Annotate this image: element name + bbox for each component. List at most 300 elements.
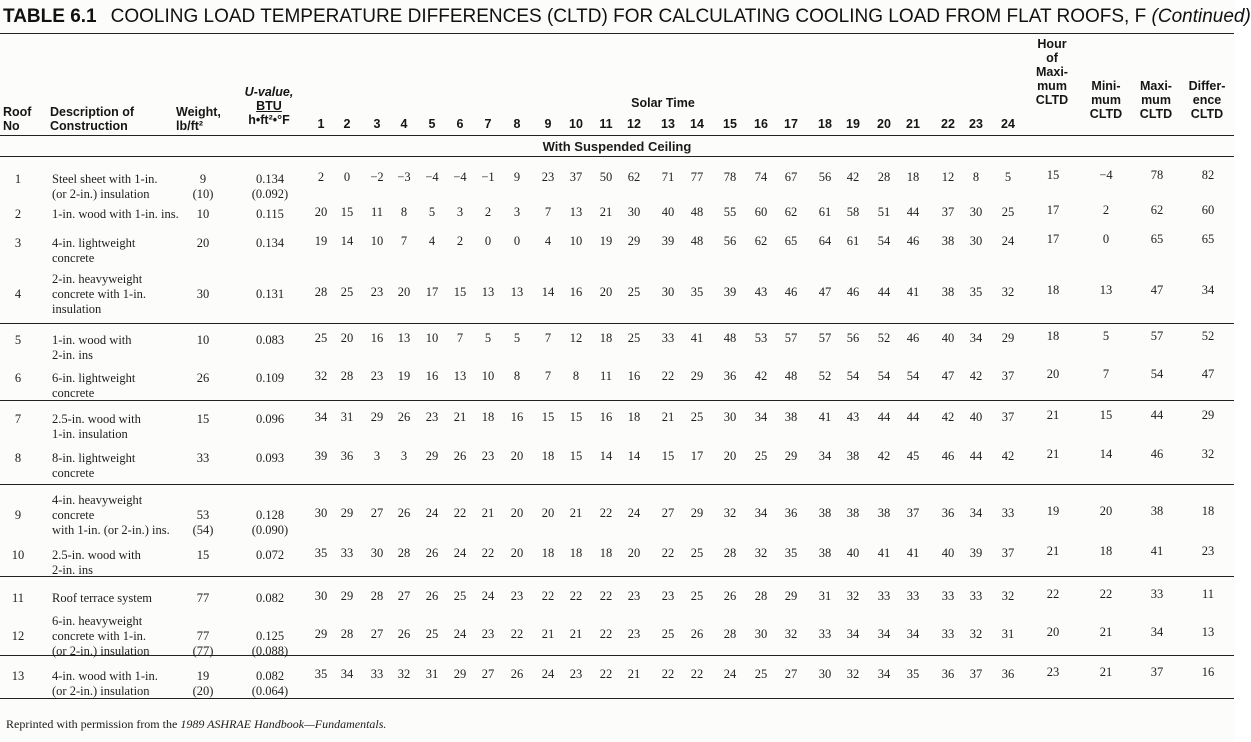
cltd-hour-value: 29: [784, 449, 798, 463]
cltd-hour-value: 8: [513, 369, 521, 383]
cltd-hour-value: 13: [569, 205, 583, 219]
cltd-hour-value: 37: [1001, 410, 1015, 424]
construction-description: 6-in. heavyweight: [52, 614, 143, 628]
cltd-hour-value: 25: [453, 589, 467, 603]
cltd-hour-value: 27: [661, 506, 675, 520]
cltd-hour-value: 39: [314, 449, 328, 463]
roof-number: 7: [14, 412, 22, 426]
weight-value: 26: [196, 371, 210, 385]
weight-value: 33: [196, 451, 210, 465]
cltd-hour-value: 45: [906, 449, 920, 463]
cltd-hour-value: 28: [314, 285, 328, 299]
cltd-hour-value: 57: [784, 331, 798, 345]
cltd-hour-value: 0: [343, 170, 351, 184]
hour-header: 14: [690, 117, 704, 131]
cltd-hour-value: 3: [456, 205, 464, 219]
cltd-hour-value: 23: [370, 285, 384, 299]
cltd-hour-value: 47: [941, 369, 955, 383]
diff-cltd-value: 65: [1201, 232, 1215, 246]
cltd-hour-value: 28: [340, 369, 354, 383]
roof-number: 5: [14, 333, 22, 347]
cltd-hour-value: 23: [481, 449, 495, 463]
cltd-hour-value: 34: [846, 627, 860, 641]
cltd-hour-value: 30: [627, 205, 641, 219]
min-cltd-value: 7: [1102, 367, 1110, 381]
min-cltd-value: −4: [1099, 168, 1113, 182]
construction-description: concrete: [52, 251, 95, 265]
cltd-hour-value: 43: [846, 410, 860, 424]
construction-description: concrete with 1-in.: [52, 629, 147, 643]
cltd-hour-value: 18: [481, 410, 495, 424]
cltd-hour-value: 24: [627, 506, 641, 520]
hour-header: 19: [846, 117, 860, 131]
cltd-hour-value: 10: [370, 234, 384, 248]
cltd-hour-value: 13: [453, 369, 467, 383]
cltd-hour-value: 35: [784, 546, 798, 560]
hour-header: 8: [513, 117, 521, 131]
cltd-hour-value: 18: [541, 546, 555, 560]
cltd-hour-value: 44: [877, 285, 891, 299]
cltd-hour-value: 78: [723, 170, 737, 184]
cltd-hour-value: 52: [818, 369, 832, 383]
cltd-hour-value: 27: [370, 627, 384, 641]
cltd-hour-value: 20: [541, 506, 555, 520]
cltd-hour-value: 17: [690, 449, 704, 463]
cltd-hour-value: 5: [513, 331, 521, 345]
cltd-hour-value: 2: [317, 170, 325, 184]
cltd-hour-value: 29: [314, 627, 328, 641]
cltd-hour-value: 16: [599, 410, 613, 424]
cltd-hour-value: 31: [818, 589, 832, 603]
cltd-hour-value: 25: [314, 331, 328, 345]
cltd-hour-value: −1: [481, 170, 495, 184]
min-cltd-value: 5: [1102, 329, 1110, 343]
construction-description: 2-in. ins: [52, 563, 93, 577]
cltd-hour-value: 18: [541, 449, 555, 463]
cltd-hour-value: 14: [340, 234, 354, 248]
construction-description: (or 2-in.) insulation: [52, 684, 150, 698]
cltd-hour-value: 36: [340, 449, 354, 463]
group-rule: [0, 323, 1234, 324]
cltd-hour-value: 25: [690, 589, 704, 603]
cltd-hour-value: 64: [818, 234, 832, 248]
cltd-hour-value: 15: [661, 449, 675, 463]
cltd-hour-value: 12: [569, 331, 583, 345]
cltd-hour-value: 54: [846, 369, 860, 383]
cltd-hour-value: 22: [481, 546, 495, 560]
cltd-hour-value: 29: [690, 506, 704, 520]
cltd-hour-value: 22: [599, 627, 613, 641]
cltd-hour-value: 44: [906, 205, 920, 219]
cltd-hour-value: 22: [599, 589, 613, 603]
hour-header: 11: [599, 117, 613, 131]
cltd-hour-value: 40: [941, 331, 955, 345]
cltd-hour-value: 20: [397, 285, 411, 299]
hour-header: 7: [484, 117, 492, 131]
hour-header: 6: [456, 117, 464, 131]
cltd-hour-value: 41: [906, 546, 920, 560]
cltd-hour-value: 26: [425, 589, 439, 603]
cltd-hour-value: 36: [941, 506, 955, 520]
cltd-hour-value: 65: [784, 234, 798, 248]
hour-of-max-value: 19: [1046, 504, 1060, 518]
cltd-hour-value: 20: [510, 506, 524, 520]
max-cltd-value: 54: [1150, 367, 1164, 381]
construction-description: Steel sheet with 1-in.: [52, 172, 158, 186]
header-description: Description of Construction: [50, 105, 135, 133]
cltd-hour-value: 37: [569, 170, 583, 184]
min-cltd-value: 2: [1102, 203, 1110, 217]
cltd-hour-value: 30: [754, 627, 768, 641]
cltd-hour-value: 35: [314, 546, 328, 560]
cltd-hour-value: 8: [400, 205, 408, 219]
min-cltd-value: 21: [1099, 665, 1113, 679]
hour-header: 23: [969, 117, 983, 131]
roof-number: 9: [14, 508, 22, 522]
cltd-hour-value: 18: [627, 410, 641, 424]
cltd-hour-value: 18: [599, 331, 613, 345]
cltd-hour-value: 32: [969, 627, 983, 641]
diff-cltd-value: 32: [1201, 447, 1215, 461]
cltd-hour-value: 23: [627, 589, 641, 603]
u-value: 0.096: [255, 412, 285, 426]
cltd-hour-value: 28: [370, 589, 384, 603]
cltd-hour-value: 11: [370, 205, 384, 219]
max-cltd-value: 44: [1150, 408, 1164, 422]
cltd-hour-value: 37: [969, 667, 983, 681]
cltd-hour-value: 20: [627, 546, 641, 560]
cltd-hour-value: 46: [906, 234, 920, 248]
cltd-hour-value: 23: [510, 589, 524, 603]
cltd-hour-value: 8: [972, 170, 980, 184]
cltd-hour-value: 34: [754, 410, 768, 424]
weight-value: 77: [196, 629, 210, 643]
cltd-hour-value: 36: [941, 667, 955, 681]
cltd-hour-value: 46: [906, 331, 920, 345]
cltd-hour-value: 39: [723, 285, 737, 299]
construction-description: 2-in. heavyweight: [52, 272, 143, 286]
u-value: 0.134: [255, 236, 285, 250]
hour-header: 5: [428, 117, 436, 131]
cltd-hour-value: 14: [627, 449, 641, 463]
hour-header: 24: [1001, 117, 1015, 131]
cltd-hour-value: 14: [599, 449, 613, 463]
roof-number: 11: [11, 591, 25, 605]
header-max-cltd: Maxi- mum CLTD: [1139, 79, 1173, 121]
cltd-hour-value: 32: [1001, 285, 1015, 299]
max-cltd-value: 46: [1150, 447, 1164, 461]
cltd-hour-value: 30: [661, 285, 675, 299]
cltd-hour-value: 22: [510, 627, 524, 641]
cltd-hour-value: 30: [969, 234, 983, 248]
cltd-hour-value: 26: [397, 627, 411, 641]
construction-description: concrete with 1-in.: [52, 287, 147, 301]
cltd-hour-value: 30: [818, 667, 832, 681]
cltd-hour-value: 29: [784, 589, 798, 603]
max-cltd-value: 47: [1150, 283, 1164, 297]
section-rule: [0, 156, 1234, 157]
cltd-hour-value: 22: [453, 506, 467, 520]
cltd-hour-value: 28: [340, 627, 354, 641]
hour-of-max-value: 21: [1046, 447, 1060, 461]
cltd-hour-value: 33: [941, 589, 955, 603]
hour-header: 2: [343, 117, 351, 131]
hour-of-max-value: 21: [1046, 544, 1060, 558]
cltd-hour-value: 24: [453, 546, 467, 560]
max-cltd-value: 37: [1150, 665, 1164, 679]
cltd-hour-value: 25: [425, 627, 439, 641]
cltd-hour-value: 29: [1001, 331, 1015, 345]
cltd-hour-value: 20: [510, 546, 524, 560]
diff-cltd-value: 23: [1201, 544, 1215, 558]
cltd-hour-value: 34: [877, 627, 891, 641]
cltd-hour-value: 24: [723, 667, 737, 681]
cltd-hour-value: 41: [690, 331, 704, 345]
cltd-hour-value: 39: [661, 234, 675, 248]
weight-value: 20: [196, 236, 210, 250]
header-min-cltd: Mini- mum CLTD: [1089, 79, 1123, 121]
u-value: 0.072: [255, 548, 285, 562]
cltd-hour-value: 16: [569, 285, 583, 299]
cltd-hour-value: 25: [627, 285, 641, 299]
roof-number: 12: [11, 629, 25, 643]
cltd-hour-value: 46: [784, 285, 798, 299]
min-cltd-value: 0: [1102, 232, 1110, 246]
cltd-hour-value: 41: [906, 285, 920, 299]
cltd-hour-value: 5: [1004, 170, 1012, 184]
construction-description: 4-in. heavyweight: [52, 493, 143, 507]
cltd-hour-value: 18: [906, 170, 920, 184]
cltd-hour-value: 43: [754, 285, 768, 299]
cltd-hour-value: 40: [969, 410, 983, 424]
u-value: 0.128: [255, 508, 285, 522]
cltd-hour-value: 10: [425, 331, 439, 345]
cltd-hour-value: 23: [370, 369, 384, 383]
cltd-hour-value: 20: [510, 449, 524, 463]
cltd-hour-value: 62: [784, 205, 798, 219]
weight-value: 10: [196, 207, 210, 221]
cltd-hour-value: 23: [627, 627, 641, 641]
cltd-hour-value: 38: [784, 410, 798, 424]
cltd-hour-value: 25: [627, 331, 641, 345]
cltd-hour-value: 42: [846, 170, 860, 184]
cltd-hour-value: 15: [569, 449, 583, 463]
cltd-hour-value: 42: [1001, 449, 1015, 463]
diff-cltd-value: 47: [1201, 367, 1215, 381]
cltd-hour-value: 30: [969, 205, 983, 219]
roof-number: 1: [14, 172, 22, 186]
weight-value: 30: [196, 287, 210, 301]
cltd-hour-value: 32: [397, 667, 411, 681]
group-rule: [0, 484, 1234, 485]
cltd-hour-value: 8: [572, 369, 580, 383]
cltd-hour-value: 35: [969, 285, 983, 299]
table-label: TABLE 6.1: [3, 6, 97, 27]
cltd-hour-value: 48: [723, 331, 737, 345]
weight-value: 10: [196, 333, 210, 347]
cltd-hour-value: 56: [723, 234, 737, 248]
cltd-hour-value: 26: [425, 546, 439, 560]
weight-value: 9: [199, 172, 207, 186]
hour-of-max-value: 15: [1046, 168, 1060, 182]
header-weight: Weight, lb/ft²: [176, 105, 221, 133]
hour-header: 3: [373, 117, 381, 131]
hour-header: 20: [877, 117, 891, 131]
u-value: 0.115: [256, 207, 284, 221]
construction-description: 4-in. lightweight: [52, 236, 136, 250]
cltd-hour-value: 21: [569, 506, 583, 520]
cltd-hour-value: −3: [397, 170, 411, 184]
hour-header: 9: [544, 117, 552, 131]
cltd-hour-value: 32: [784, 627, 798, 641]
construction-description: 2.5-in. wood with: [52, 548, 141, 562]
cltd-hour-value: 17: [425, 285, 439, 299]
cltd-hour-value: 21: [481, 506, 495, 520]
cltd-hour-value: 33: [818, 627, 832, 641]
cltd-hour-value: 37: [941, 205, 955, 219]
cltd-hour-value: 32: [846, 589, 860, 603]
hour-of-max-value: 23: [1046, 665, 1060, 679]
u-value: (0.064): [251, 684, 289, 698]
min-cltd-value: 20: [1099, 504, 1113, 518]
cltd-hour-value: 26: [397, 506, 411, 520]
hour-of-max-value: 21: [1046, 408, 1060, 422]
cltd-hour-value: 16: [370, 331, 384, 345]
diff-cltd-value: 60: [1201, 203, 1215, 217]
cltd-hour-value: 23: [661, 589, 675, 603]
cltd-hour-value: 24: [425, 506, 439, 520]
cltd-hour-value: 36: [723, 369, 737, 383]
cltd-hour-value: 30: [370, 546, 384, 560]
cltd-hour-value: 25: [754, 449, 768, 463]
cltd-hour-value: 26: [723, 589, 737, 603]
cltd-hour-value: 25: [340, 285, 354, 299]
u-value: 0.093: [255, 451, 285, 465]
cltd-hour-value: 21: [661, 410, 675, 424]
construction-description: concrete: [52, 386, 95, 400]
cltd-hour-value: 0: [484, 234, 492, 248]
cltd-hour-value: 34: [969, 331, 983, 345]
u-value: 0.109: [255, 371, 285, 385]
cltd-hour-value: 5: [484, 331, 492, 345]
header-roof-no: Roof No: [3, 105, 32, 133]
u-value: 0.082: [255, 591, 285, 605]
cltd-hour-value: 35: [314, 667, 328, 681]
cltd-hour-value: 29: [340, 506, 354, 520]
construction-description: 2-in. ins: [52, 348, 93, 362]
cltd-hour-value: 19: [599, 234, 613, 248]
cltd-hour-value: 38: [941, 285, 955, 299]
weight-value: 15: [196, 412, 210, 426]
cltd-hour-value: 18: [569, 546, 583, 560]
cltd-hour-value: 39: [969, 546, 983, 560]
cltd-hour-value: 22: [661, 369, 675, 383]
cltd-hour-value: 27: [481, 667, 495, 681]
cltd-hour-value: 24: [541, 667, 555, 681]
cltd-hour-value: 22: [569, 589, 583, 603]
construction-description: 2.5-in. wood with: [52, 412, 141, 426]
table-title-text: COOLING LOAD TEMPERATURE DIFFERENCES (CLTD) FOR CALCULATING COOLING LOAD FROM FLAT ROOFS, F: [110, 6, 1147, 27]
cltd-hour-value: 22: [690, 667, 704, 681]
cltd-hour-value: 34: [818, 449, 832, 463]
cltd-hour-value: 36: [784, 506, 798, 520]
cltd-hour-value: 21: [541, 627, 555, 641]
weight-value: 77: [196, 591, 210, 605]
diff-cltd-value: 82: [1201, 168, 1215, 182]
cltd-hour-value: 30: [314, 506, 328, 520]
cltd-hour-value: 52: [877, 331, 891, 345]
cltd-hour-value: 23: [481, 627, 495, 641]
weight-value: (77): [192, 644, 214, 658]
cltd-hour-value: 23: [425, 410, 439, 424]
cltd-hour-value: 31: [1001, 627, 1015, 641]
cltd-hour-value: 32: [846, 667, 860, 681]
min-cltd-value: 22: [1099, 587, 1113, 601]
cltd-hour-value: 33: [941, 627, 955, 641]
u-value: 0.131: [255, 287, 285, 301]
cltd-hour-value: 21: [569, 627, 583, 641]
cltd-hour-value: 36: [1001, 667, 1015, 681]
cltd-hour-value: 29: [453, 667, 467, 681]
cltd-hour-value: 32: [314, 369, 328, 383]
cltd-hour-value: 29: [425, 449, 439, 463]
min-cltd-value: 14: [1099, 447, 1113, 461]
cltd-hour-value: 54: [906, 369, 920, 383]
cltd-hour-value: 15: [340, 205, 354, 219]
diff-cltd-value: 52: [1201, 329, 1215, 343]
cltd-hour-value: 3: [513, 205, 521, 219]
cltd-hour-value: 20: [340, 331, 354, 345]
weight-value: 19: [196, 669, 210, 683]
cltd-hour-value: −4: [453, 170, 467, 184]
cltd-hour-value: 54: [877, 234, 891, 248]
cltd-hour-value: −4: [425, 170, 439, 184]
header-solar-time: Solar Time: [631, 96, 695, 110]
cltd-hour-value: 15: [453, 285, 467, 299]
roof-number: 8: [14, 451, 22, 465]
cltd-hour-value: 42: [877, 449, 891, 463]
construction-description: 8-in. lightweight: [52, 451, 136, 465]
cltd-hour-value: 16: [425, 369, 439, 383]
hour-of-max-value: 20: [1046, 367, 1060, 381]
hour-header: 10: [569, 117, 583, 131]
construction-description: 4-in. wood with 1-in.: [52, 669, 158, 683]
cltd-hour-value: 42: [941, 410, 955, 424]
cltd-hour-value: 5: [428, 205, 436, 219]
cltd-hour-value: 27: [370, 506, 384, 520]
max-cltd-value: 34: [1150, 625, 1164, 639]
cltd-hour-value: 37: [906, 506, 920, 520]
cltd-hour-value: 37: [1001, 369, 1015, 383]
hour-of-max-value: 17: [1046, 232, 1060, 246]
cltd-hour-value: 23: [541, 170, 555, 184]
cltd-hour-value: 34: [906, 627, 920, 641]
cltd-hour-value: 7: [456, 331, 464, 345]
cltd-hour-value: 24: [481, 589, 495, 603]
cltd-hour-value: 27: [784, 667, 798, 681]
group-rule: [0, 576, 1234, 577]
cltd-hour-value: 27: [397, 589, 411, 603]
roof-number: 10: [11, 548, 25, 562]
roof-number: 13: [11, 669, 25, 683]
cltd-hour-value: 58: [846, 205, 860, 219]
cltd-hour-value: 38: [818, 506, 832, 520]
roof-number: 6: [14, 371, 22, 385]
hour-of-max-value: 20: [1046, 625, 1060, 639]
hour-header: 1: [317, 117, 325, 131]
hour-header: 16: [754, 117, 768, 131]
construction-description: 6-in. lightweight: [52, 371, 136, 385]
